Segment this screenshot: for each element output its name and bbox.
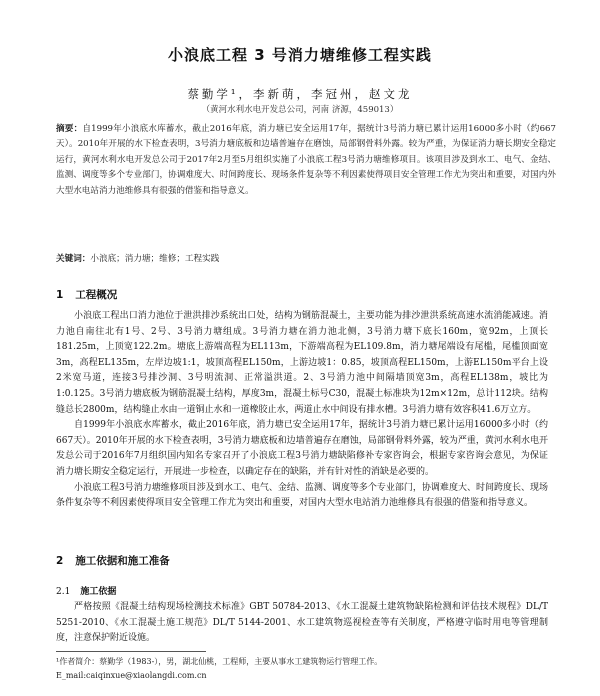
keywords-label: 关键词： bbox=[56, 254, 91, 264]
section-1-paragraph: 小浪底工程3号消力塘维修项目涉及到水工、电气、金结、监测、调度等多个专业部门，协调难度大、时间跨度长、现场条件复杂等不利因素使得项目安全管理工作尤为突出和重要，对国内大型水电站消力池维修具有很强的借鉴和指导意义。 bbox=[56, 482, 548, 509]
affiliation: （黄河水利水电开发总公司，河南 济源，459013） bbox=[201, 105, 399, 115]
subsection-2-1-paragraph: 严格按照《混凝土结构现场检测技术标准》GBT 50784-2013、《水工混凝土建筑物缺陷检测和评估技术规程》DL/T 5251-2010、《水工混凝土施工规范》DL/T 5144-2001、水工建筑物巡视检查等有关制度，严格遵守临时用电等管理制度，注意保护附近设施。 bbox=[56, 602, 548, 644]
footnote-divider bbox=[56, 651, 206, 652]
section-1-number: 1 bbox=[56, 289, 64, 301]
footnote bbox=[56, 655, 556, 683]
section-1-title: 工程概况 bbox=[75, 289, 118, 301]
section-1-paragraph: 自1999年小浪底水库蓄水，截止2016年底，消力塘已安全运用17年，据统计3号消力塘已累计运用16000多小时（约667天）。2010年开展的水下检查表明，3号消力塘底板和边墙普遍存在磨蚀，局部钢骨料外露，较为严重，黄河水利水电开发总公司于2016年7月组织国内知名专家召开了小浪底工程3号消力塘缺陷修补专家咨询会，根据专家咨询会意见，为保证消力塘长期安全稳定运行，开展进一步检查，以确定存在的缺陷，并有针对性的消缺是必要的。 bbox=[56, 420, 548, 477]
author-list: 蔡勤学¹，李新萌，李冠州，赵文龙 bbox=[187, 87, 413, 101]
abstract-text: 自1999年小浪底水库蓄水，截止2016年底，消力塘已安全运用17年，据统计3号消力塘已累计运用16000多小时（约667天）。2010年开展的水下检查表明，3号消力塘底板和边墙普遍存在磨蚀，局部钢骨料外露。较为严重，为保证消力塘长期安全稳定运行，黄河水利水电开发总公司于2017年2月至5月组织实施了小浪底工程3号消力塘维修项目。该项目涉及到水工、电气、金结、监测、调度等多个专业部门，协调难度大、时间跨度长、现场条件复杂等不利因素使得项目安全管理工作尤为突出和重要，对国内外大型水电站消力池维修具有很强的借鉴和指导意义。 bbox=[56, 124, 556, 196]
subsection-2-1-number: 2.1 bbox=[56, 587, 71, 597]
paper-title: 小浪底工程 3 号消力塘维修工程实践 bbox=[168, 46, 432, 64]
section-2-number: 2 bbox=[56, 555, 64, 567]
keywords-text: 小浪底；消力塘；维修；工程实践 bbox=[90, 254, 220, 264]
section-1-body bbox=[56, 309, 548, 547]
author-bio-footnote: ¹作者简介：蔡勤学（1983-），男，湖北仙桃，工程师，主要从事水工建筑物运行管理工作。 bbox=[56, 657, 383, 666]
abstract bbox=[56, 122, 556, 199]
subsection-2-1-heading bbox=[56, 584, 116, 597]
keywords bbox=[56, 252, 556, 264]
section-1-paragraph: 小浪底工程出口消力池位于泄洪排沙系统出口处，结构为钢筋混凝土，主要功能为排沙泄洪系统高速水流消能减速。消力池自南往北有1号、2号、3号消力塘组成。3号消力塘在消力池北侧，3号消力塘下底长160m，宽92m，上顶长181.25m，上顶宽122.2m。塘底上游端高程为EL113m，下游端高程为EL109.8m，消力塘尾端设有尾槛，尾槛顶面宽3m，高程EL135m，左岸边坡1:1，坡顶高程EL150m，上游边坡1：0.85，坡顶高程EL150m，上游EL150m平台上设2米宽马道，连接3号排沙洞、3号明流洞、正常溢洪道。2、3号消力池中间隔墙顶宽3m，高程EL138m，坡比为1:0.125。3号消力塘底板为钢筋混凝土结构，厚度3m，混凝土标号C30，混凝土标准块为12m×12m，总计112块。结构缝总长2800m，结构缝止水由一道铜止水和一道橡胶止水，两道止水中间设有排水槽。3号消力塘有效容积41.6万立方。 bbox=[56, 311, 548, 415]
subsection-2-1-body bbox=[56, 600, 548, 644]
section-2-heading bbox=[56, 553, 170, 568]
author-email: E_mail:caiqinxue@xiaolangdi.com.cn bbox=[56, 671, 207, 680]
section-1-heading bbox=[56, 287, 117, 302]
abstract-label: 摘要： bbox=[56, 124, 83, 134]
subsection-2-1-title: 施工依据 bbox=[80, 587, 117, 597]
section-2-title: 施工依据和施工准备 bbox=[75, 555, 170, 567]
